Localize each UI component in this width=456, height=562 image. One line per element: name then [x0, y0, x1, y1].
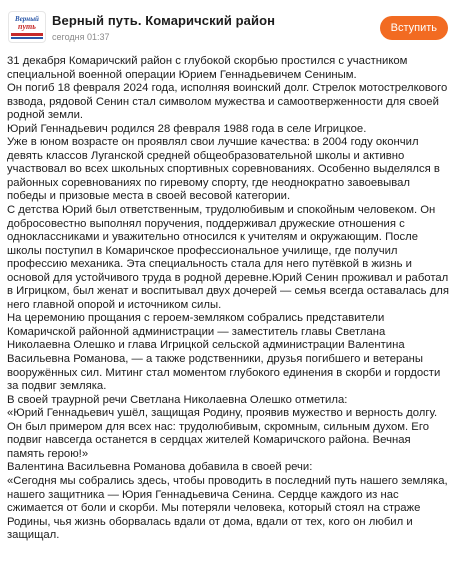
post-paragraph: «Сегодня мы собрались здесь, чтобы проводить в последний путь нашего земляка, нашего защитника — Юрия Геннадьевича Сенина. Сердце каждого из нас сжимается от боли и скорби. Мы потеряли человека, который стоял на страже Родины, чья жизнь оборвалась вдали от дома, вдали от тех, кого он любил и защищал. [7, 474, 448, 542]
post-paragraph: Уже в юном возрасте он проявлял свои лучшие качества: в 2004 году окончил девять классов Луганской средней общеобразовательной школы и активно участвовал во всех школьных спортивных соревнованиях. Особенно выделялся в районных соревнованиях по гиревому спорту, где неоднократно завоевывал победы и призовые места в своей весовой категории. [7, 136, 440, 203]
post-paragraph: В своей траурной речи Светлана Николаевна Олешко отметила: [7, 393, 348, 406]
avatar-logo-text-mid: путь [18, 21, 36, 31]
post-timestamp[interactable]: сегодня 01:37 [52, 32, 110, 42]
avatar-logo-stripe-blue [11, 37, 43, 39]
post-paragraph: С детства Юрий был ответственным, трудолюбивым и спокойным человеком. Он добросовестно выполнял поручения, поддерживал дружеские отношения с одноклассниками и уважительно относился к учителям и окружающим. После школы поступил в Комаричское профессиональное училище, где получил профессию механика. Эта специальность стала для него путёвкой в жизнь и основой для устойчивого труда в родной деревне.Юрий Сенин проживал и работал в Игрицком, был женат и воспитывал двух дочерей — семья всегда оставалась для него главной опорой и источником силы. [7, 204, 450, 311]
channel-avatar[interactable] [8, 11, 46, 43]
post-text [7, 55, 451, 543]
channel-name[interactable]: Верный путь. Комаричский район [52, 13, 276, 28]
post-paragraph: Юрий Геннадьевич родился 28 февраля 1988 года в селе Игрицкое. [7, 122, 367, 135]
post-paragraph: На церемонию прощания с героем-земляком собрались представители Комаричской районной администрации — заместитель главы Светлана Николаевна Олешко и глава Игрицкой сельской администрации Валентина Васильевна Романова, — а также родственники, друзья погибшего и ветераны вооружённых сил. Митинг стал моментом глубокого единения в скорби и гордости за подвиг земляка. [7, 312, 441, 393]
avatar-logo-text-top: Верный [15, 14, 39, 23]
post-paragraph: Он погиб 18 февраля 2024 года, исполняя воинский долг. Стрелок мотострелкового взвода, рядовой Сенин стал символом мужества и самоотверженности для своей родной земли. [7, 82, 448, 122]
post-paragraph: «Юрий Геннадьевич ушёл, защищая Родину, проявив мужество и верность долгу. Он был примером для всех нас: трудолюбивым, скромным, сильным духом. Его подвиг навсегда останется в сердцах жителей Комаричского района. Вечная память герою!» [7, 407, 438, 460]
join-button[interactable]: Вступить [380, 16, 448, 40]
avatar-logo-stripe-red [11, 33, 43, 36]
post-header [6, 10, 450, 46]
post-paragraph: 31 декабря Комаричский район с глубокой скорбью простился с участником специальной военной операции Юрием Геннадьевичем Сениным. [7, 55, 408, 81]
post-paragraph: Валентина Васильевна Романова добавила в своей речи: [7, 461, 313, 474]
